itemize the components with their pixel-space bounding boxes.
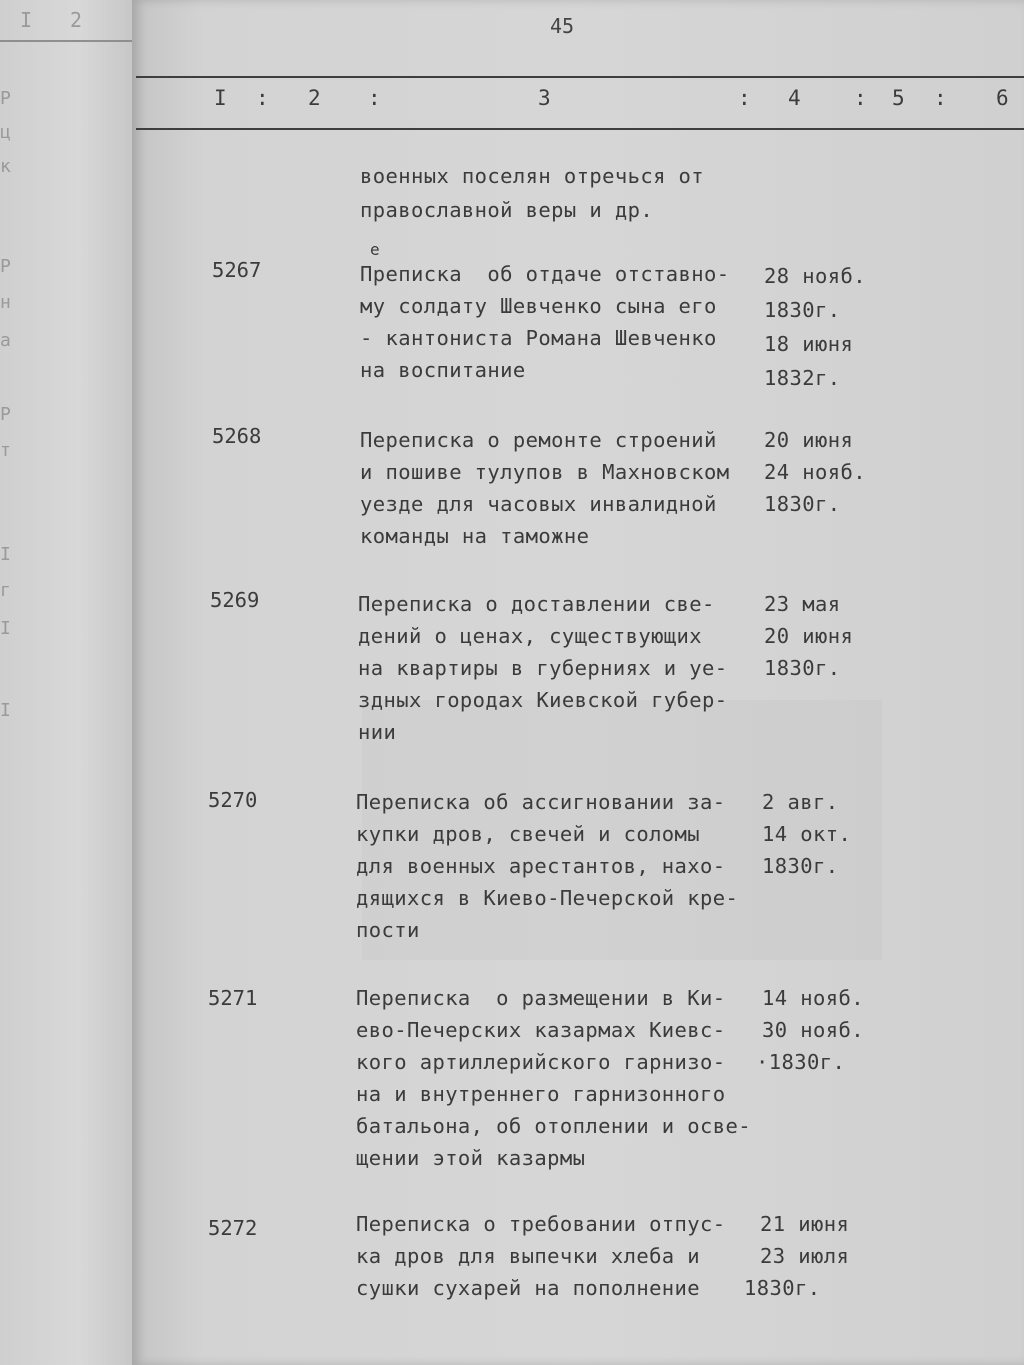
margin-letter: а bbox=[0, 330, 11, 351]
margin-letter: Р bbox=[0, 88, 11, 109]
entry-date: 24 нояб. bbox=[764, 460, 866, 484]
margin-letter: Р bbox=[0, 404, 11, 425]
margin-letter: т bbox=[0, 440, 11, 461]
entry-date: 20 июня bbox=[764, 428, 854, 452]
column-header-2: 2 bbox=[308, 86, 321, 110]
column-header-5: 5 bbox=[892, 86, 905, 110]
column-separator: : bbox=[934, 86, 947, 110]
entry-date: 2 авг. bbox=[762, 790, 839, 814]
entry-description-line: дений о ценах, существующих bbox=[358, 624, 703, 648]
entry-description-line: сушки сухарей на пополнение bbox=[356, 1276, 701, 1300]
entry-date: 23 июля bbox=[760, 1244, 850, 1268]
entry-description-line: Переписка об ассигновании за- bbox=[356, 790, 726, 814]
continuation-line: православной веры и др. bbox=[360, 198, 654, 222]
entry-description-line: Переписка о требовании отпус- bbox=[356, 1212, 726, 1236]
entry-date: 14 нояб. bbox=[762, 986, 864, 1010]
entry-date: ·1830г. bbox=[756, 1050, 846, 1074]
entry-number: 5268 bbox=[212, 424, 262, 448]
margin-letter: I bbox=[0, 544, 11, 565]
entry-description-line: Преписка об отдаче отставно- bbox=[360, 262, 730, 286]
entry-description-line: ка дров для выпечки хлеба и bbox=[356, 1244, 701, 1268]
column-header-6: 6 bbox=[996, 86, 1009, 110]
entry-date: 23 мая bbox=[764, 592, 841, 616]
previous-page-header-col-2: 2 bbox=[70, 8, 83, 32]
entry-number: 5272 bbox=[208, 1216, 258, 1240]
entry-description-line: и пошиве тулупов в Махновском bbox=[360, 460, 730, 484]
entry-date: 1830г. bbox=[762, 854, 839, 878]
entry-description-line: уезде для часовых инвалидной bbox=[360, 492, 717, 516]
margin-letter: I bbox=[0, 700, 11, 721]
entry-description-line: команды на таможне bbox=[360, 524, 590, 548]
page-number: 45 bbox=[550, 14, 575, 38]
entry-description-line: на и внутреннего гарнизонного bbox=[356, 1082, 726, 1106]
entry-description-line: купки дров, свечей и соломы bbox=[356, 822, 701, 846]
entry-date: 30 нояб. bbox=[762, 1018, 864, 1042]
header-bottom-rule bbox=[136, 128, 1024, 130]
entry-description-line: нии bbox=[358, 720, 397, 744]
header-top-rule bbox=[136, 76, 1024, 78]
entry-description-line: пости bbox=[356, 918, 420, 942]
entry-date: 14 окт. bbox=[762, 822, 852, 846]
previous-page-edge bbox=[0, 0, 132, 1365]
margin-letter: I bbox=[0, 618, 11, 639]
document-page bbox=[132, 0, 1024, 1365]
entry-description-line: на воспитание bbox=[360, 358, 526, 382]
entry-description-line: му солдату Шевченко сына его bbox=[360, 294, 717, 318]
entry-description-line: Переписка о размещении в Ки- bbox=[356, 986, 726, 1010]
entry-number: 5267 bbox=[212, 258, 262, 282]
entry-date: 1830г. bbox=[764, 492, 841, 516]
entry-date: 20 июня bbox=[764, 624, 854, 648]
previous-page-rule bbox=[0, 40, 132, 42]
entry-description-line: кого артиллерийского гарнизо- bbox=[356, 1050, 726, 1074]
column-header-1: I bbox=[214, 86, 227, 110]
entry-date: 18 июня bbox=[764, 332, 854, 356]
entry-description-line: батальона, об отоплении и осве- bbox=[356, 1114, 752, 1138]
entry-number: 5271 bbox=[208, 986, 258, 1010]
entry-description-line: - кантониста Романа Шевченко bbox=[360, 326, 717, 350]
entry-description-line: здных городах Киевской губер- bbox=[358, 688, 728, 712]
margin-letter: Р bbox=[0, 256, 11, 277]
margin-letter: к bbox=[0, 156, 11, 177]
entry-date: 1830г. bbox=[744, 1276, 821, 1300]
column-header-3: 3 bbox=[538, 86, 551, 110]
margin-letter: н bbox=[0, 292, 11, 313]
entry-description-line: для военных арестантов, нахо- bbox=[356, 854, 726, 878]
column-separator: : bbox=[368, 86, 381, 110]
previous-page-header-col-1: I bbox=[20, 8, 33, 32]
entry-number: 5270 bbox=[208, 788, 258, 812]
entry-description-line: дящихся в Киево-Печерской кре- bbox=[356, 886, 739, 910]
entry-description-line: ево-Печерских казармах Киевс- bbox=[356, 1018, 726, 1042]
entry-date: 21 июня bbox=[760, 1212, 850, 1236]
handwritten-correction: е bbox=[370, 240, 380, 259]
entry-date: 1832г. bbox=[764, 366, 841, 390]
entry-description-line: на квартиры в губерниях и уе- bbox=[358, 656, 728, 680]
entry-date: 1830г. bbox=[764, 656, 841, 680]
entry-date: 28 нояб. bbox=[764, 264, 866, 288]
column-separator: : bbox=[256, 86, 269, 110]
continuation-line: военных поселян отречься от bbox=[360, 164, 705, 188]
entry-description-line: щении этой казармы bbox=[356, 1146, 586, 1170]
column-separator: : bbox=[738, 86, 751, 110]
column-header-4: 4 bbox=[788, 86, 801, 110]
entry-description-line: Переписка о доставлении све- bbox=[358, 592, 715, 616]
column-separator: : bbox=[854, 86, 867, 110]
entry-description-line: Переписка о ремонте строений bbox=[360, 428, 717, 452]
entry-number: 5269 bbox=[210, 588, 260, 612]
margin-letter: г bbox=[0, 580, 11, 601]
entry-date: 1830г. bbox=[764, 298, 841, 322]
margin-letter: ц bbox=[0, 122, 11, 143]
